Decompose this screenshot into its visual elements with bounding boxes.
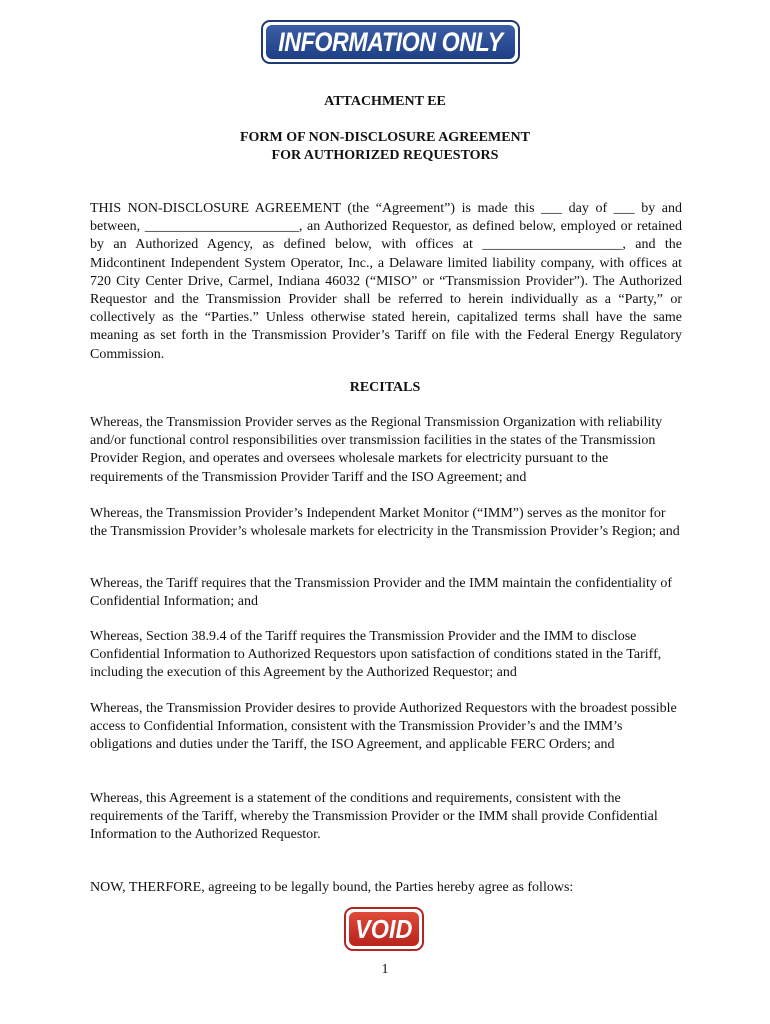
title-line-2: FOR AUTHORIZED REQUESTORS bbox=[271, 148, 499, 163]
title-line-1: FORM OF NON-DISCLOSURE AGREEMENT bbox=[239, 130, 530, 145]
recital-paragraph: Whereas, this Agreement is a statement of the conditions and requirements, consistent with the requirements of the Tariff, whereby the Transmission Provider or the IMM shall provide Confidential Information to the Authorized Requestor. bbox=[90, 791, 658, 843]
information-only-stamp bbox=[261, 20, 520, 64]
attachment-heading: ATTACHMENT EE bbox=[324, 94, 446, 109]
page-number: 1 bbox=[381, 962, 389, 977]
recital-paragraph: Whereas, the Tariff requires that the Transmission Provider and the IMM maintain the confidentiality of Confidential Information; and bbox=[90, 576, 673, 610]
recitals-heading: RECITALS bbox=[349, 380, 421, 395]
intro-paragraph: THIS NON-DISCLOSURE AGREEMENT (the “Agreement”) is made this ___ day of ___ by and between, ______________________, an Authorized Requestor, as defined below, employed or retained by an Authorized Agency, as defined below, with offices at ____________________, and the Midcontinent Independent System Operator, Inc., a Delaware limited liability company, with offices at 720 City Center Drive, Carmel, Indiana 46032 (“MISO” or “Transmission Provider”). The Authorized Requestor and the Transmission Provider shall be referred to herein individually as a “Party,” or collectively as the “Parties.” Unless otherwise stated herein, capitalized terms shall have the same meaning as set forth in the Transmission Provider’s Tariff on file with the Federal Energy Regulatory Commission. bbox=[90, 201, 682, 362]
stamp-background bbox=[266, 25, 515, 59]
recital-paragraph: Whereas, the Transmission Provider’s Independent Market Monitor (“IMM”) serves as the monitor for the Transmission Provider’s wholesale markets for electricity in the Transmission Provider’s Region; and bbox=[90, 506, 680, 540]
void-stamp-background bbox=[349, 912, 419, 946]
recital-paragraph: Whereas, Section 38.9.4 of the Tariff requires the Transmission Provider and the IMM to disclose Confidential Information to Authorized Requestors upon satisfaction of conditions stated in the Tariff, including the execution of this Agreement by the Authorized Requestor; and bbox=[90, 629, 662, 681]
void-stamp bbox=[344, 907, 424, 951]
recital-paragraph: Whereas, the Transmission Provider serves as the Regional Transmission Organization with reliability and/or functional control responsibilities over transmission facilities in the states of the Transmission Provider Region, and operates and oversees wholesale markets for electricity pursuant to the requirements of the Transmission Provider Tariff and the ISO Agreement; and bbox=[90, 415, 663, 485]
stamp-label: INFORMATION ONLY bbox=[278, 26, 503, 57]
void-label: VOID bbox=[355, 913, 413, 944]
recital-paragraph: Whereas, the Transmission Provider desires to provide Authorized Requestors with the broadest possible access to Confidential Information, consistent with the Transmission Provider’s and the IMM’s obligations and duties under the Tariff, the ISO Agreement, and applicable FERC Orders; and bbox=[90, 701, 677, 753]
closing-paragraph: NOW, THERFORE, agreeing to be legally bound, the Parties hereby agree as follows: bbox=[90, 880, 574, 895]
